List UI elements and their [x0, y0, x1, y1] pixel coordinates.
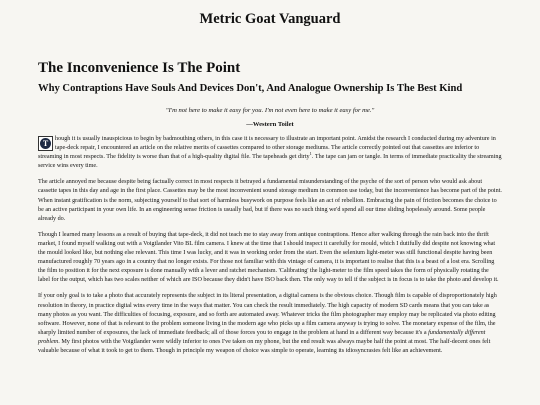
paragraph-4-emphasis: fundamentally different problem: [38, 329, 486, 345]
epigraph-attribution: —Western Toilet: [246, 121, 294, 128]
paragraph-4-text-a: If your only goal is to take a photo that accurately represents the subject in its literal presentation, a digital camera is the obvious choice. Though film is capable of disproportionately high resolution in theory, in practice digital wins every time in the ways that matter. You can check the result immediately. The high capacity of modern SD cards means that you can take as many photos as you want. The difficulties of focusing, exposure, and so forth are automated away. Whatever tricks the film photographer may employ may be replicated via photo editing software. However, none of that is relevant to the problem someone living in the modern age who picks up a film camera anyway is trying to solve. The monetary expense of the film, the sharply limited number of exposures, the lack of immediate feedback; all of those forces you to engage in the problem at hand in a different way because it's a: [38, 293, 497, 336]
site-title[interactable]: Metric Goat Vanguard: [199, 11, 341, 27]
paragraph-4-text-b: . My first photos with the Voigtlander were wildly inferior to ones I've taken on my phone, but the end result was always maybe half the point at most. The half-decent ones felt valuable because of what it took to get to them. Though in principle my weapon of choice was simple to operate, learning its idiosyncrasies felt like an achievement.: [38, 338, 491, 354]
paragraph-1: [38, 135, 502, 171]
epigraph-quote: "I'm not here to make it easy for you. I'm not even here to make it easy for me.": [165, 107, 375, 114]
paragraph-4: [38, 292, 502, 356]
dropcap-icon: [38, 136, 53, 151]
paragraph-3: Though I learned many lessons as a result of buying that tape-deck, it did not teach me to stay away from antique contraptions. Hence after walking through the rain back into the thrift market, I found myself walking out with a Voigtlander Vito BL film camera. I knew at the time that I should inspect it carefully for mould, which I dutifully did despite not knowing what the mould looked like, but nothing else relevant. This time I was lucky, and it was in working order from the start. Even the selenium light-meter was still functional despite having been manufactured roughly 70 years ago in a country that no longer exists. For those not familiar with this vintage of camera, it is important to realise that this is a beast of a lost era. Scrolling the film to position it for the next exposure is done manually with a lever and ratchet mechanism. 'Calibrating' the light-meter to the film speed takes the form of physically rotating the label for the output, which has two scales neither of which are ISO because they didn't have ISO back then. The only way to tell if the subject is in focus is to take the photo and develop it.: [38, 231, 499, 284]
paragraph-1-text-a: hough it is usually inauspicious to begin by badmouthing others, in this case it is necessary to illustrate an important point. Amidst the research I conducted during my adventure in tape-deck repair, I encountered an article on the relative merits of cassettes compared to other storage mediums. The article correctly pointed out that cassettes are inferior to streaming in most respects. The fidelity is worse than that of a high-quality digital file. The tapeheads get dirty: [38, 136, 496, 161]
paragraph-2: The article annoyed me because despite being factually correct in most respects it betrayed a fundamental misunderstanding of the psyche of the sort of person who would ask about cassette tapes in this day and age in the first place. Cassettes may be the most inconvenient sound storage medium in common use today, but the inconvenience has become part of the point. When instant gratification is the norm, subjecting yourself to that sort of harmless busywork on purpose feels like an act of rebellion. Embracing the pain of friction becomes the choice to be an active participant in your own life. In an engineering sense friction is usually bad, but if there was no such thing we'd spend all our time sliding hopelessly around. Some people already do.: [38, 179, 502, 222]
article-body: [38, 135, 502, 363]
footnote-ref-1[interactable]: 1: [309, 151, 312, 157]
article-subtitle: Why Contraptions Have Souls And Devices Don't, And Analogue Ownership Is The Best Kind: [38, 83, 463, 94]
dropcap-letter: T: [40, 138, 51, 149]
article-title: The Inconvenience Is The Point: [38, 60, 241, 76]
paragraph-1-text-b: . The tape can jam or tangle. In terms of immediate practicality the streaming service wins every time.: [38, 154, 502, 170]
